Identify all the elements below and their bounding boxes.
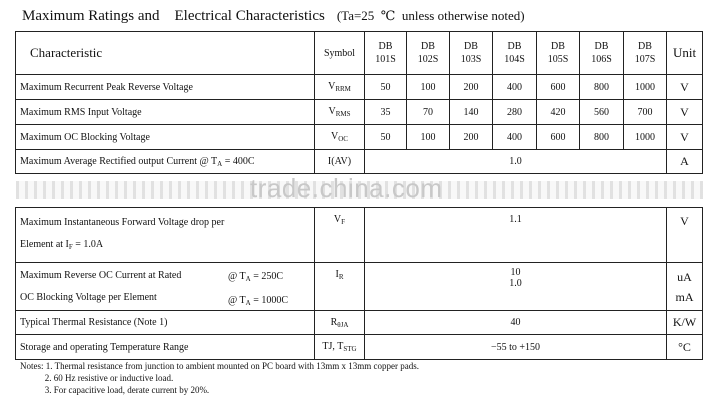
row-symbol: $V_F$ xyxy=(315,208,365,263)
row-value: 100 xyxy=(407,75,450,100)
header-unit: Unit xyxy=(667,32,703,75)
header-device: DB 107S xyxy=(624,32,667,75)
table-header-row xyxy=(16,32,703,75)
table-row-thermal xyxy=(16,311,703,335)
row-value: 1.1 xyxy=(365,208,667,263)
header-device: DB 103S xyxy=(450,32,493,75)
row-value: 140 xyxy=(450,100,493,125)
note-line: 3. For capacitive load, derate current by 20%. xyxy=(20,385,210,395)
row-value: 400 xyxy=(493,125,537,150)
row-unit: K/W xyxy=(667,311,703,335)
row-value: 1000 xyxy=(624,125,667,150)
row-label: Maximum Average Rectified output Current @ $T_A = 400C$ xyxy=(16,150,315,174)
row-unit: °C xyxy=(667,335,703,360)
row-value: 600 xyxy=(537,75,580,100)
table-row xyxy=(16,100,703,125)
row-label: Typical Thermal Resistance (Note 1) xyxy=(16,311,315,335)
note-line: Notes: 1. Thermal resistance from junction to ambient mounted on PC board with 13mm x 13mm copper pads. xyxy=(20,361,420,371)
row-unit: V xyxy=(667,208,703,263)
table-row xyxy=(16,75,703,100)
header-symbol: Symbol xyxy=(315,32,365,75)
row-value: 35 xyxy=(365,100,407,125)
row-label: Maximum OC Blocking Voltage xyxy=(16,125,315,150)
row-label: Maximum Recurrent Peak Reverse Voltage xyxy=(16,75,315,100)
row-symbol: $I_R$ xyxy=(315,263,365,311)
watermark: trade.china.com xyxy=(250,173,443,203)
table-row-storage xyxy=(16,335,703,360)
row-value: 200 xyxy=(450,75,493,100)
row-unit: V xyxy=(667,100,703,125)
title-condition: (Ta=25 ℃ unless otherwise noted) xyxy=(336,8,525,23)
row-unit: V xyxy=(667,125,703,150)
note-line: 2. 60 Hz resistive or inductive load. xyxy=(20,373,174,383)
row-value: 100 xyxy=(407,125,450,150)
row-value: −55 to +150 xyxy=(365,335,667,360)
notes xyxy=(20,360,419,396)
row-value: 800 xyxy=(580,75,624,100)
table-row-forward-voltage xyxy=(16,208,703,263)
header-device: DB 106S xyxy=(580,32,624,75)
row-symbol: $V_{OC}$ xyxy=(315,125,365,150)
header-device: DB 105S xyxy=(537,32,580,75)
row-value: 1.0 xyxy=(365,150,667,174)
table-row-avg-rectified xyxy=(16,150,703,174)
row-label: Maximum Reverse OC Current at Rated OC Blocking Voltage per Element @ $T_A = 250C$ @ $T_A = 1000C$ xyxy=(16,263,315,311)
row-value: 10 1.0 xyxy=(365,263,667,311)
header-characteristic: Characteristic xyxy=(16,32,315,75)
row-unit: uA mA xyxy=(667,263,703,311)
row-value: 50 xyxy=(365,125,407,150)
row-label: Storage and operating Temperature Range xyxy=(16,335,315,360)
row-value: 1000 xyxy=(624,75,667,100)
row-symbol: I(AV) xyxy=(315,150,365,174)
row-value: 700 xyxy=(624,100,667,125)
row-value: 420 xyxy=(537,100,580,125)
page-title xyxy=(22,8,525,25)
row-value: 280 xyxy=(493,100,537,125)
row-conditions: @ $T_A = 250C$ @ $T_A = 1000C$ xyxy=(228,271,289,307)
row-value: 400 xyxy=(493,75,537,100)
row-symbol: TJ, $T_{STG}$ xyxy=(315,335,365,360)
row-value: 800 xyxy=(580,125,624,150)
table-row xyxy=(16,125,703,150)
row-unit: V xyxy=(667,75,703,100)
row-value: 70 xyxy=(407,100,450,125)
row-value: 50 xyxy=(365,75,407,100)
table-row-reverse-current xyxy=(16,263,703,311)
header-device: DB 104S xyxy=(493,32,537,75)
header-device: DB 101S xyxy=(365,32,407,75)
row-value: 200 xyxy=(450,125,493,150)
row-symbol: $V_{RMS}$ xyxy=(315,100,365,125)
row-label: Maximum RMS Input Voltage xyxy=(16,100,315,125)
header-device: DB 102S xyxy=(407,32,450,75)
row-symbol: $R_{\theta JA}$ xyxy=(315,311,365,335)
row-value: 560 xyxy=(580,100,624,125)
row-unit: A xyxy=(667,150,703,174)
row-label: Maximum Instantaneous Forward Voltage drop per Element at $I_F = 1.0A$ xyxy=(16,208,315,263)
row-symbol: $V_{RRM}$ xyxy=(315,75,365,100)
row-value: 40 xyxy=(365,311,667,335)
title-text: Maximum Ratings and Electrical Characteristics xyxy=(22,8,325,24)
row-value: 600 xyxy=(537,125,580,150)
